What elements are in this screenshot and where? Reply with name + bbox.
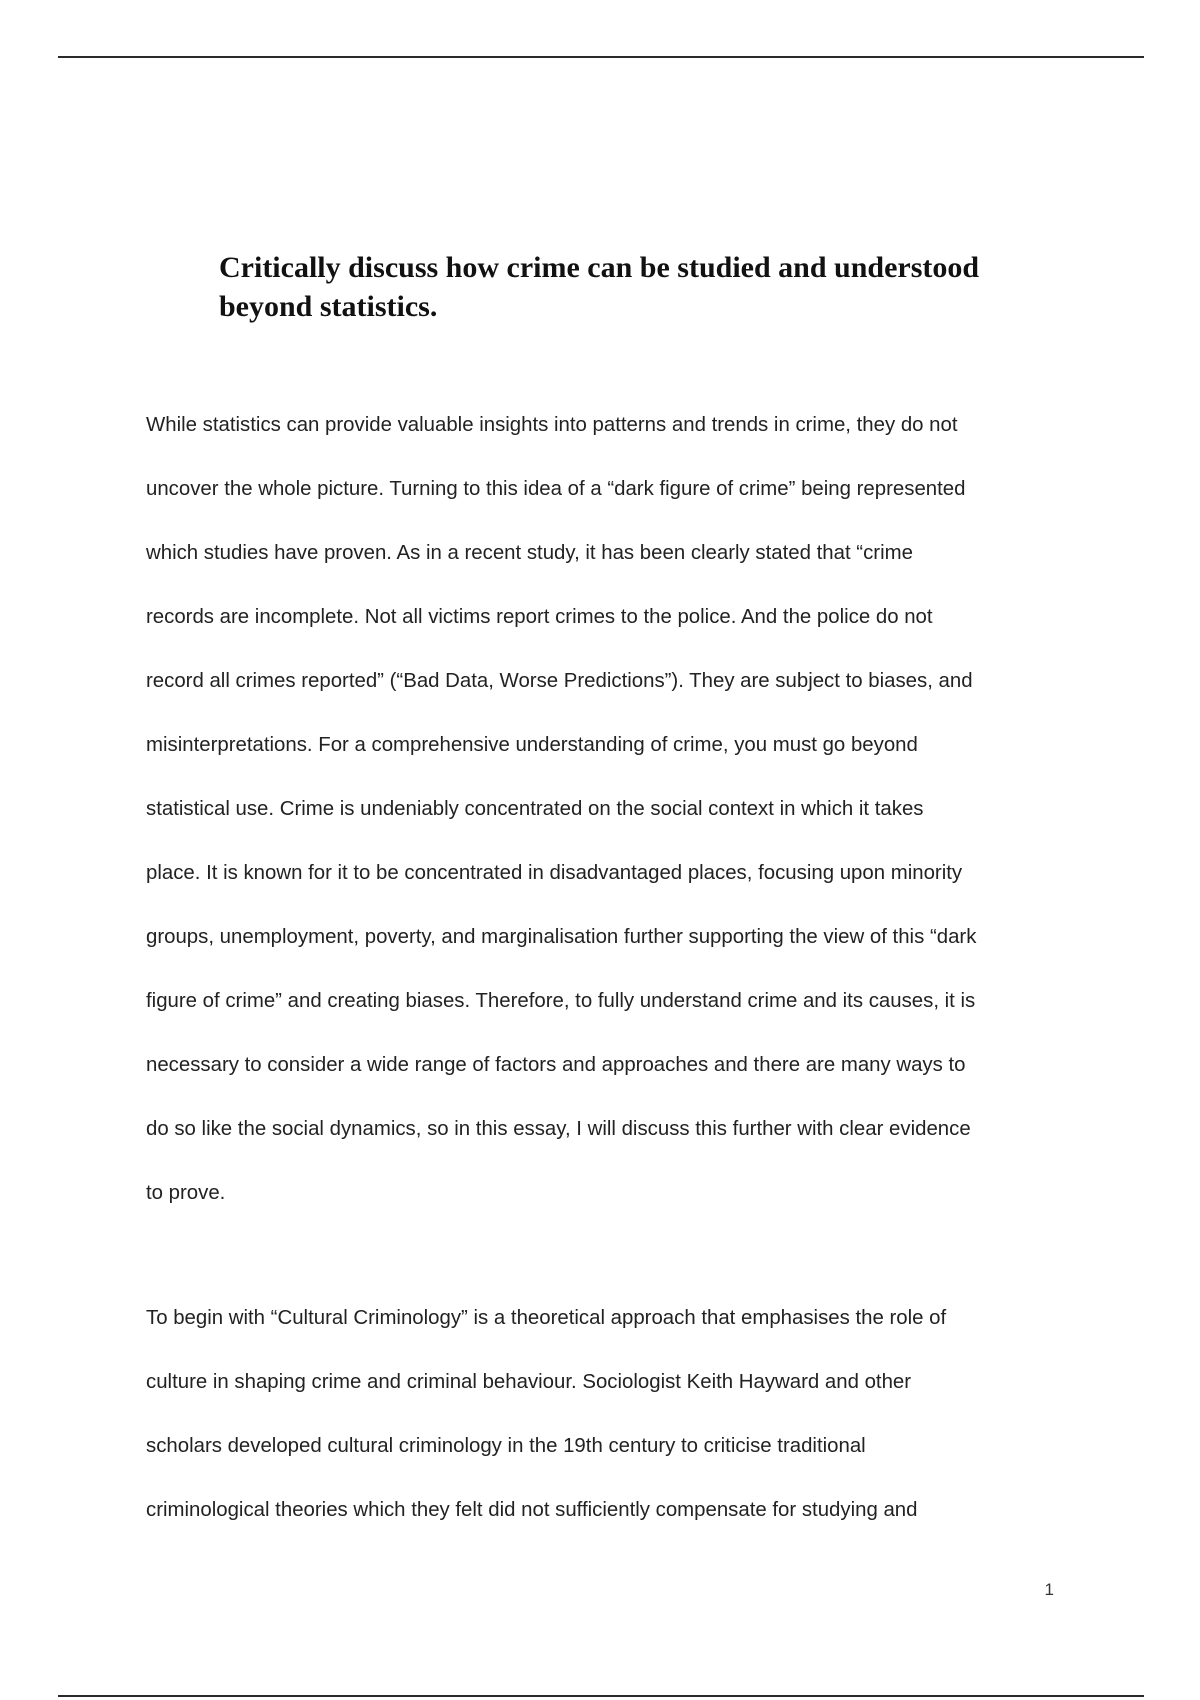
document-title [219, 248, 1099, 326]
paragraph-line: which studies have proven. As in a recent study, it has been clearly stated that “crime [146, 542, 913, 564]
title-line: Critically discuss how crime can be studied and understood [219, 251, 980, 284]
title-line: beyond statistics. [219, 290, 438, 323]
page-number: 1 [1044, 1580, 1054, 1599]
paragraph-line: necessary to consider a wide range of factors and approaches and there are many ways to [146, 1054, 966, 1076]
bottom-rule [58, 1695, 1144, 1697]
paragraph-line: criminological theories which they felt did not sufficiently compensate for studying and [146, 1499, 918, 1521]
paragraph-line: While statistics can provide valuable insights into patterns and trends in crime, they do not [146, 414, 958, 436]
top-rule [58, 56, 1144, 58]
paragraph-line: statistical use. Crime is undeniably concentrated on the social context in which it takes [146, 798, 924, 820]
paragraph-line: To begin with “Cultural Criminology” is a theoretical approach that emphasises the role of [146, 1307, 947, 1329]
paragraph-line: scholars developed cultural criminology in the 19th century to criticise traditional [146, 1435, 866, 1457]
paragraph-line: uncover the whole picture. Turning to this idea of a “dark figure of crime” being represented [146, 478, 966, 500]
paragraph-line: to prove. [146, 1182, 226, 1204]
cultural-criminology-paragraph [146, 1307, 1076, 1563]
paragraph-line: record all crimes reported” (“Bad Data, Worse Predictions”). They are subject to biases, and [146, 670, 973, 692]
paragraph-line: figure of crime” and creating biases. Therefore, to fully understand crime and its causes, it is [146, 990, 976, 1012]
paragraph-line: groups, unemployment, poverty, and marginalisation further supporting the view of this “dark [146, 926, 977, 948]
paragraph-line: misinterpretations. For a comprehensive understanding of crime, you must go beyond [146, 734, 918, 756]
paragraph-line: do so like the social dynamics, so in this essay, I will discuss this further with clear evidence [146, 1118, 971, 1140]
paragraph-line: culture in shaping crime and criminal behaviour. Sociologist Keith Hayward and other [146, 1371, 912, 1393]
paragraph-line: place. It is known for it to be concentrated in disadvantaged places, focusing upon minority [146, 862, 963, 884]
paragraph-line: records are incomplete. Not all victims report crimes to the police. And the police do not [146, 606, 933, 628]
intro-paragraph [146, 414, 1076, 1246]
